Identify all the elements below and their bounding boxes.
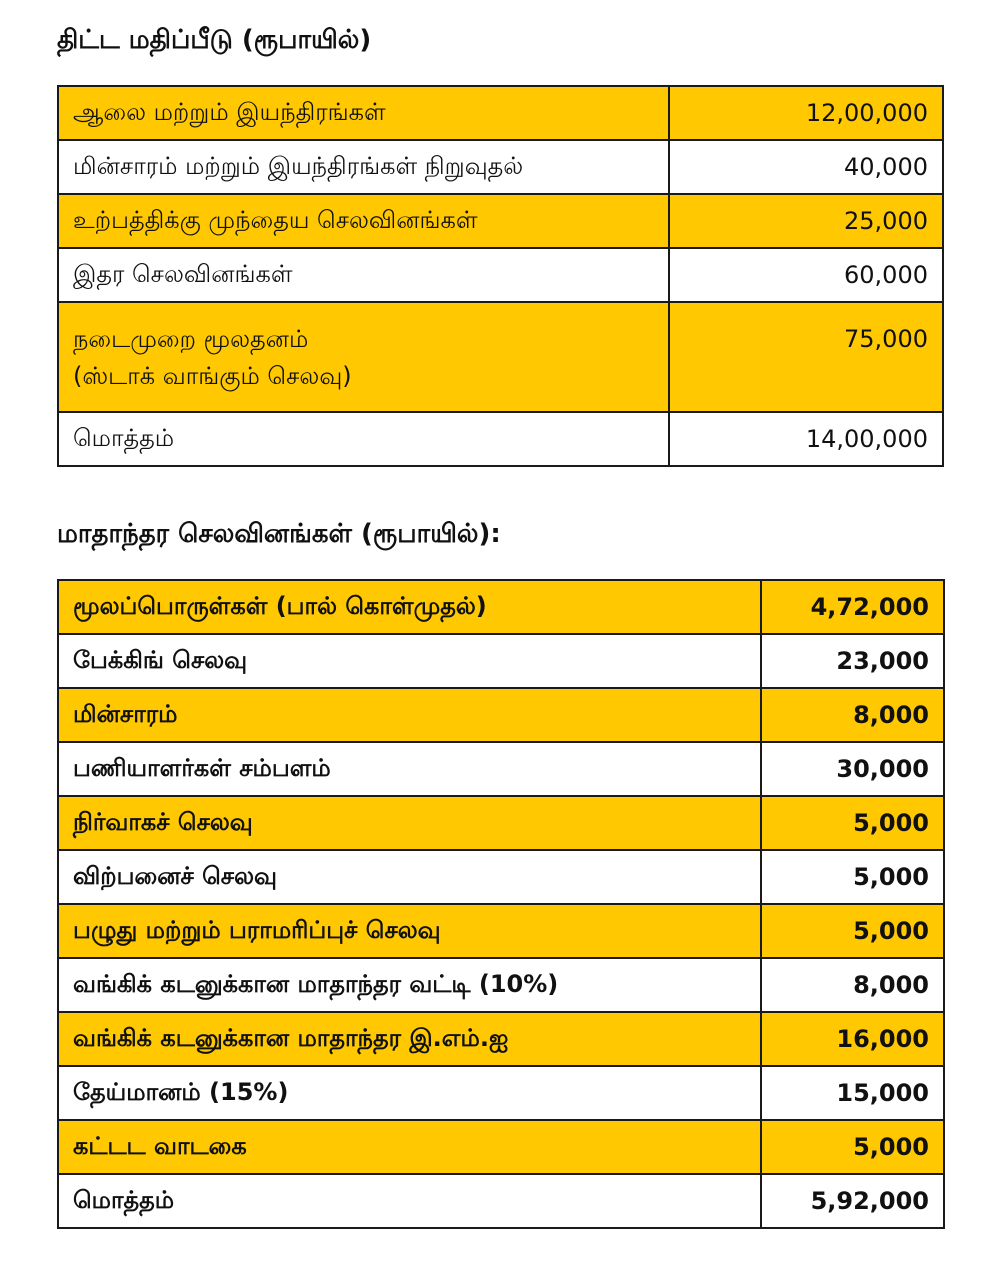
expense-amount: 5,000 [761, 796, 944, 850]
table-row [58, 248, 943, 302]
item-label [58, 302, 669, 412]
expense-amount: 5,000 [761, 850, 944, 904]
expense-amount: 5,000 [761, 904, 944, 958]
expense-amount: 5,000 [761, 1120, 944, 1174]
total-row [58, 1174, 944, 1228]
expense-label: நிர்வாகச் செலவு [58, 796, 761, 850]
project-estimate-heading: திட்ட மதிப்பீடு (ரூபாயில்) [57, 25, 372, 55]
table-row [58, 688, 944, 742]
expense-amount: 8,000 [761, 688, 944, 742]
total-row [58, 412, 943, 466]
table-row [58, 140, 943, 194]
expense-label: வங்கிக் கடனுக்கான மாதாந்தர இ.எம்.ஐ [58, 1012, 761, 1066]
monthly-expenses-table [57, 579, 945, 1229]
item-label: உற்பத்திக்கு முந்தைய செலவினங்கள் [58, 194, 669, 248]
table-row [58, 1066, 944, 1120]
expense-label: பழுது மற்றும் பராமரிப்புச் செலவு [58, 904, 761, 958]
expense-amount: 15,000 [761, 1066, 944, 1120]
expense-amount: 4,72,000 [761, 580, 944, 634]
monthly-expenses-heading: மாதாந்தர செலவினங்கள் (ரூபாயில்): [57, 519, 501, 549]
item-label-line: நடைமுறை மூலதனம் [73, 325, 309, 353]
expense-amount: 16,000 [761, 1012, 944, 1066]
item-label: ஆலை மற்றும் இயந்திரங்கள் [58, 86, 669, 140]
expense-amount: 30,000 [761, 742, 944, 796]
table-row [58, 742, 944, 796]
expense-label: வங்கிக் கடனுக்கான மாதாந்தர வட்டி (10%) [58, 958, 761, 1012]
expense-label: மூலப்பொருள்கள் (பால் கொள்முதல்) [58, 580, 761, 634]
item-amount: 75,000 [669, 302, 943, 412]
table-row [58, 194, 943, 248]
table-row [58, 850, 944, 904]
table-row [58, 1120, 944, 1174]
total-label: மொத்தம் [58, 1174, 761, 1228]
expense-label: விற்பனைச் செலவு [58, 850, 761, 904]
table-row [58, 86, 943, 140]
table-row [58, 958, 944, 1012]
item-label: இதர செலவினங்கள் [58, 248, 669, 302]
expense-label: தேய்மானம் (15%) [58, 1066, 761, 1120]
expense-label: பேக்கிங் செலவு [58, 634, 761, 688]
table-row [58, 580, 944, 634]
item-amount: 12,00,000 [669, 86, 943, 140]
total-amount: 14,00,000 [669, 412, 943, 466]
project-estimate-table [57, 85, 944, 467]
expense-label: மின்சாரம் [58, 688, 761, 742]
expense-amount: 23,000 [761, 634, 944, 688]
table-row [58, 1012, 944, 1066]
expense-label: கட்டட வாடகை [58, 1120, 761, 1174]
total-amount: 5,92,000 [761, 1174, 944, 1228]
item-label: மின்சாரம் மற்றும் இயந்திரங்கள் நிறுவுதல் [58, 140, 669, 194]
total-label: மொத்தம் [58, 412, 669, 466]
expense-label: பணியாளர்கள் சம்பளம் [58, 742, 761, 796]
item-amount: 40,000 [669, 140, 943, 194]
table-row [58, 796, 944, 850]
item-amount: 60,000 [669, 248, 943, 302]
table-row [58, 302, 943, 412]
item-amount: 25,000 [669, 194, 943, 248]
expense-amount: 8,000 [761, 958, 944, 1012]
table-row [58, 634, 944, 688]
item-label-note: (ஸ்டாக் வாங்கும் செலவு) [73, 362, 352, 390]
table-row [58, 904, 944, 958]
